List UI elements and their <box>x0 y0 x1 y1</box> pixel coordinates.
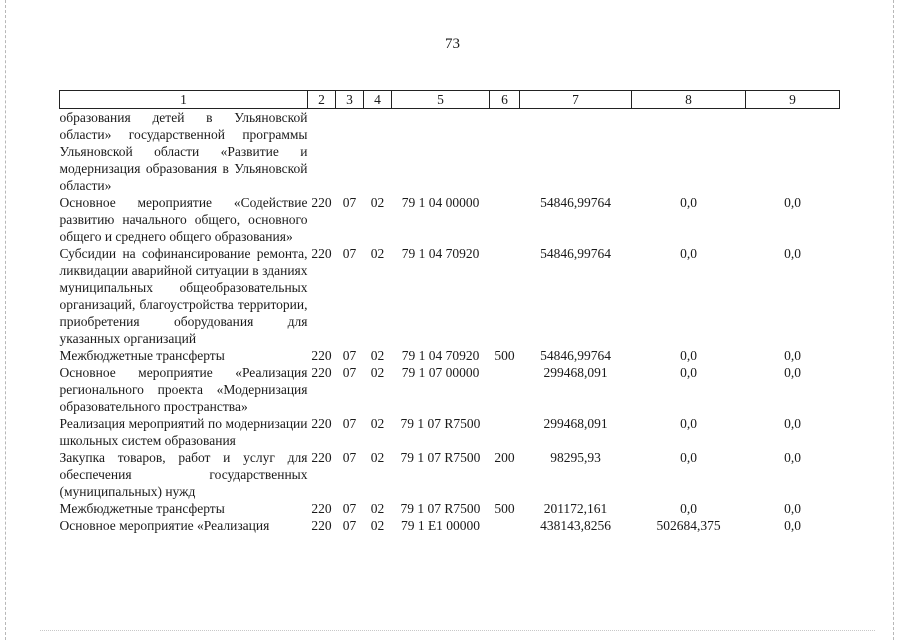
cell-expense-type: 500 <box>494 348 515 363</box>
cell-expense-type <box>490 245 520 347</box>
cell-expense-type <box>490 364 520 415</box>
cell-amount-1: 54846,99764 <box>540 348 611 363</box>
cell-razdel: 07 <box>342 501 357 516</box>
cell-amount-2: 0,0 <box>680 195 697 210</box>
cell-expense-type <box>490 517 520 534</box>
cell-podrazdel: 02 <box>370 365 385 380</box>
row-name: Субсидии на софинансирование ремонта, ликвидации аварийной ситуации в зданиях муниципальных общеобразовательных организаций, благоустройства территории, приобретения оборудования для указанных организаций <box>59 246 308 346</box>
cell-razdel: 07 <box>342 195 357 210</box>
row-name: образования детей в Ульяновской области» государственной программы Ульяновской области «Развитие и модернизация образования в Ульяновской области» <box>59 110 308 193</box>
row-name: Основное мероприятие «Реализация <box>59 518 270 533</box>
cell-expense-type: 500 <box>494 501 515 516</box>
cell-expense-type <box>490 194 520 245</box>
cell-glava: 220 <box>311 450 332 465</box>
cell-target-code: 79 1 E1 00000 <box>400 518 481 533</box>
row-name: Межбюджетные трансферты <box>59 501 225 516</box>
cell-amount-2: 0,0 <box>680 246 697 261</box>
cell-glava: 220 <box>311 501 332 516</box>
cell-target-code: 79 1 04 70920 <box>401 348 480 363</box>
table-row <box>60 194 840 245</box>
scan-artifact-line <box>40 630 875 632</box>
cell-podrazdel <box>364 109 392 195</box>
cell-expense-type <box>490 109 520 195</box>
cell-expense-type <box>490 415 520 449</box>
cell-amount-1: 54846,99764 <box>540 195 611 210</box>
cell-razdel: 07 <box>342 450 357 465</box>
row-name: Реализация мероприятий по модернизации школьных систем образования <box>59 416 308 448</box>
col-header: 4 <box>364 91 392 109</box>
table-row <box>60 109 840 195</box>
row-name: Основное мероприятие «Содействие развитию начального общего, основного общего и среднего общего образования» <box>59 195 308 244</box>
cell-podrazdel: 02 <box>370 518 385 533</box>
cell-glava: 220 <box>311 348 332 363</box>
cell-glava: 220 <box>311 518 332 533</box>
col-header: 1 <box>60 91 308 109</box>
cell-amount-2: 502684,375 <box>656 518 721 533</box>
table-row <box>60 347 840 364</box>
header-row <box>60 91 840 109</box>
cell-razdel: 07 <box>342 518 357 533</box>
cell-target-code: 79 1 04 00000 <box>401 195 480 210</box>
cell-amount-1: 299468,091 <box>543 416 608 431</box>
cell-target-code: 79 1 04 70920 <box>401 246 480 261</box>
cell-amount-2: 0,0 <box>680 501 697 516</box>
cell-expense-type: 200 <box>494 450 515 465</box>
cell-amount-2 <box>632 109 746 195</box>
table-row <box>60 364 840 415</box>
cell-glava: 220 <box>311 416 332 431</box>
left-margin-line <box>5 0 6 640</box>
cell-target-code: 79 1 07 R7500 <box>400 416 481 431</box>
cell-amount-3: 0,0 <box>784 195 801 210</box>
cell-glava: 220 <box>311 365 332 380</box>
col-header: 5 <box>392 91 490 109</box>
row-name: Закупка товаров, работ и услуг для обеспечения государственных (муниципальных) нужд <box>59 450 308 499</box>
cell-amount-3 <box>746 109 840 195</box>
cell-amount-1: 201172,161 <box>543 501 608 516</box>
cell-razdel: 07 <box>342 348 357 363</box>
cell-podrazdel: 02 <box>370 501 385 516</box>
cell-glava <box>308 109 336 195</box>
row-name: Основное мероприятие «Реализация регионального проекта «Модернизация образовательного пространства» <box>59 365 308 414</box>
cell-amount-1: 54846,99764 <box>540 246 611 261</box>
col-header: 3 <box>336 91 364 109</box>
cell-razdel: 07 <box>342 246 357 261</box>
table-row <box>60 517 840 534</box>
cell-podrazdel: 02 <box>370 195 385 210</box>
table-row <box>60 500 840 517</box>
cell-amount-3: 0,0 <box>784 348 801 363</box>
table-row <box>60 449 840 500</box>
cell-amount-1: 299468,091 <box>543 365 608 380</box>
page-number: 73 <box>445 36 460 52</box>
cell-razdel: 07 <box>342 365 357 380</box>
cell-podrazdel: 02 <box>370 246 385 261</box>
cell-podrazdel: 02 <box>370 348 385 363</box>
cell-target-code: 79 1 07 R7500 <box>400 450 481 465</box>
cell-amount-2: 0,0 <box>680 365 697 380</box>
col-header: 7 <box>520 91 632 109</box>
col-header: 6 <box>490 91 520 109</box>
table-row <box>60 245 840 347</box>
cell-target-code <box>392 109 490 195</box>
cell-amount-3: 0,0 <box>784 365 801 380</box>
budget-table <box>59 90 840 534</box>
cell-amount-3: 0,0 <box>784 246 801 261</box>
col-header: 9 <box>746 91 840 109</box>
col-header: 2 <box>308 91 336 109</box>
cell-amount-1 <box>520 109 632 195</box>
right-margin-line <box>893 0 894 640</box>
cell-amount-3: 0,0 <box>784 416 801 431</box>
cell-amount-3: 0,0 <box>784 450 801 465</box>
cell-amount-2: 0,0 <box>680 348 697 363</box>
cell-amount-2: 0,0 <box>680 416 697 431</box>
cell-amount-2: 0,0 <box>680 450 697 465</box>
cell-razdel <box>336 109 364 195</box>
cell-glava: 220 <box>311 246 332 261</box>
cell-target-code: 79 1 07 00000 <box>401 365 480 380</box>
row-name: Межбюджетные трансферты <box>59 348 225 363</box>
cell-amount-1: 98295,93 <box>550 450 601 465</box>
cell-amount-3: 0,0 <box>784 501 801 516</box>
cell-amount-3: 0,0 <box>784 518 801 533</box>
cell-podrazdel: 02 <box>370 450 385 465</box>
cell-razdel: 07 <box>342 416 357 431</box>
col-header: 8 <box>632 91 746 109</box>
cell-podrazdel: 02 <box>370 416 385 431</box>
cell-target-code: 79 1 07 R7500 <box>400 501 481 516</box>
table-row <box>60 415 840 449</box>
cell-amount-1: 438143,8256 <box>540 518 611 533</box>
cell-glava: 220 <box>311 195 332 210</box>
